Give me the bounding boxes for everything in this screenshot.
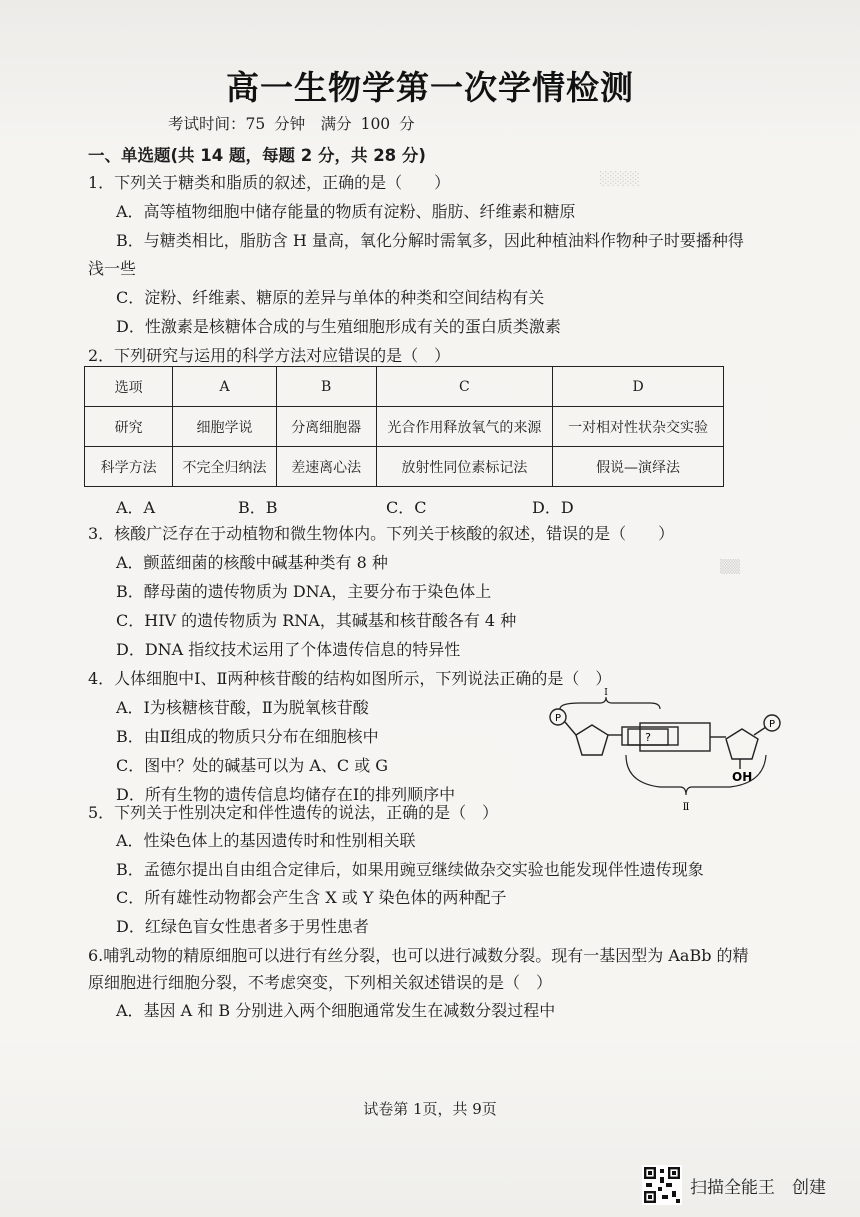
bleed-through-mark: ▒▒	[720, 560, 740, 575]
question-4-option-c: C．图中？处的碱基可以为 A、C 或 G	[116, 756, 389, 775]
table-cell: 分离细胞器	[276, 407, 376, 447]
question-3-option-d: D．DNA 指纹技术运用了个体遗传信息的特异性	[116, 640, 461, 659]
pentose-ring-i	[576, 725, 608, 755]
phosphate-label-i: P	[554, 713, 562, 724]
table-cell: 放射性同位素标记法	[376, 447, 553, 487]
nucleotide-label-i: Ⅰ	[604, 688, 608, 698]
table-row	[85, 407, 724, 447]
table-row	[85, 447, 724, 487]
unknown-base-label: ?	[645, 731, 651, 744]
bond-line	[565, 722, 576, 735]
question-1-option-c: C．淀粉、纤维素、糖原的差异与单体的种类和空间结构有关	[116, 288, 545, 307]
table-cell: 差速离心法	[276, 447, 376, 487]
section-heading: 一、单选题(共 14 题，每题 2 分，共 28 分)	[88, 146, 426, 165]
question-1-option-d: D．性激素是核糖体合成的与生殖细胞形成有关的蛋白质类激素	[116, 317, 561, 336]
bracket-i	[560, 697, 660, 709]
question-4-option-b: B．由Ⅱ组成的物质只分布在细胞核中	[116, 727, 379, 746]
bond-line	[754, 727, 766, 735]
table-cell: B	[276, 367, 376, 407]
scanner-watermark	[642, 1165, 826, 1205]
table-cell: C	[376, 367, 553, 407]
question-5-option-d: D．红绿色盲女性患者多于男性患者	[116, 917, 369, 936]
phosphate-label-ii: P	[768, 719, 776, 730]
question-4-option-d: D．所有生物的遗传信息均储存在Ⅰ的排列顺序中	[116, 785, 456, 804]
question-5-option-a: A．性染色体上的基因遗传时和性别相关联	[116, 831, 416, 850]
table-cell: D	[553, 367, 724, 407]
question-2-option-b: B．B	[238, 498, 278, 517]
table-cell: 不完全归纳法	[173, 447, 277, 487]
question-5-option-b: B．孟德尔提出自由组合定律后，如果用豌豆继续做杂交实验也能发现伴性遗传现象	[116, 860, 704, 879]
question-1-option-b-cont: 浅一些	[88, 259, 137, 278]
question-5-option-c: C．所有雄性动物都会产生含 X 或 Y 染色体的两种配子	[116, 888, 507, 907]
exam-info: 考试时间：75 分钟 满分 100 分	[168, 115, 415, 133]
bleed-through-mark: ░░░░	[600, 172, 640, 187]
table-cell: A	[173, 367, 277, 407]
question-6-option-a: A．基因 A 和 B 分别进入两个细胞通常发生在减数分裂过程中	[116, 1001, 556, 1020]
question-4-stem: 4．人体细胞中Ⅰ、Ⅱ两种核苷酸的结构如图所示，下列说法正确的是（ ）	[88, 669, 612, 688]
table-cell: 科学方法	[85, 447, 173, 487]
question-2-option-c: C．C	[386, 498, 427, 517]
table-cell: 一对相对性状杂交实验	[553, 407, 724, 447]
nucleotide-structure-diagram	[540, 688, 820, 815]
table-cell: 光合作用释放氧气的来源	[376, 407, 553, 447]
question-1-stem: 1．下列关于糖类和脂质的叙述，正确的是（ ）	[88, 173, 451, 192]
nucleotide-label-ii: Ⅱ	[682, 802, 690, 813]
question-2-option-a: A．A	[116, 498, 156, 517]
question-6-stem: 6.哺乳动物的精原细胞可以进行有丝分裂，也可以进行减数分裂。现有一基因型为 AaBb 的精	[88, 946, 749, 965]
table-row	[85, 367, 724, 407]
pentose-ring-ii	[726, 729, 758, 759]
watermark-text: 扫描全能王 创建	[690, 1177, 826, 1198]
hydroxyl-label: OH	[732, 770, 753, 784]
question-3-option-a: A．颤蓝细菌的核酸中碱基种类有 8 种	[116, 553, 388, 572]
question-3-option-b: B．酵母菌的遗传物质为 DNA，主要分布于染色体上	[116, 582, 492, 601]
question-3-option-c: C．HIV 的遗传物质为 RNA，其碱基和核苷酸各有 4 种	[116, 611, 517, 630]
question-4-option-a: A．Ⅰ为核糖核苷酸，Ⅱ为脱氧核苷酸	[116, 698, 369, 717]
methods-table	[84, 366, 724, 487]
question-1-option-a: A．高等植物细胞中储存能量的物质有淀粉、脂肪、纤维素和糖原	[116, 202, 576, 221]
question-3-stem: 3．核酸广泛存在于动植物和微生物体内。下列关于核酸的叙述，错误的是（ ）	[88, 524, 675, 543]
table-cell: 选项	[85, 367, 173, 407]
page-title: 高一生物学第一次学情检测	[226, 68, 634, 107]
question-5-stem: 5．下列关于性别决定和伴性遗传的说法，正确的是（ ）	[88, 803, 499, 822]
table-cell: 假说—演绎法	[553, 447, 724, 487]
page-footer: 试卷第 1页，共 9页	[363, 1100, 497, 1118]
qr-code-icon	[642, 1165, 682, 1205]
question-6-stem-cont: 原细胞进行细胞分裂，不考虑突变，下列相关叙述错误的是（ ）	[88, 973, 553, 992]
question-2-option-d: D．D	[532, 498, 574, 517]
question-1-option-b: B．与糖类相比，脂肪含 H 量高，氧化分解时需氧多，因此种植油料作物种子时要播种得	[116, 231, 744, 250]
table-cell: 细胞学说	[173, 407, 277, 447]
question-2-stem: 2．下列研究与运用的科学方法对应错误的是（ ）	[88, 346, 451, 365]
table-cell: 研究	[85, 407, 173, 447]
